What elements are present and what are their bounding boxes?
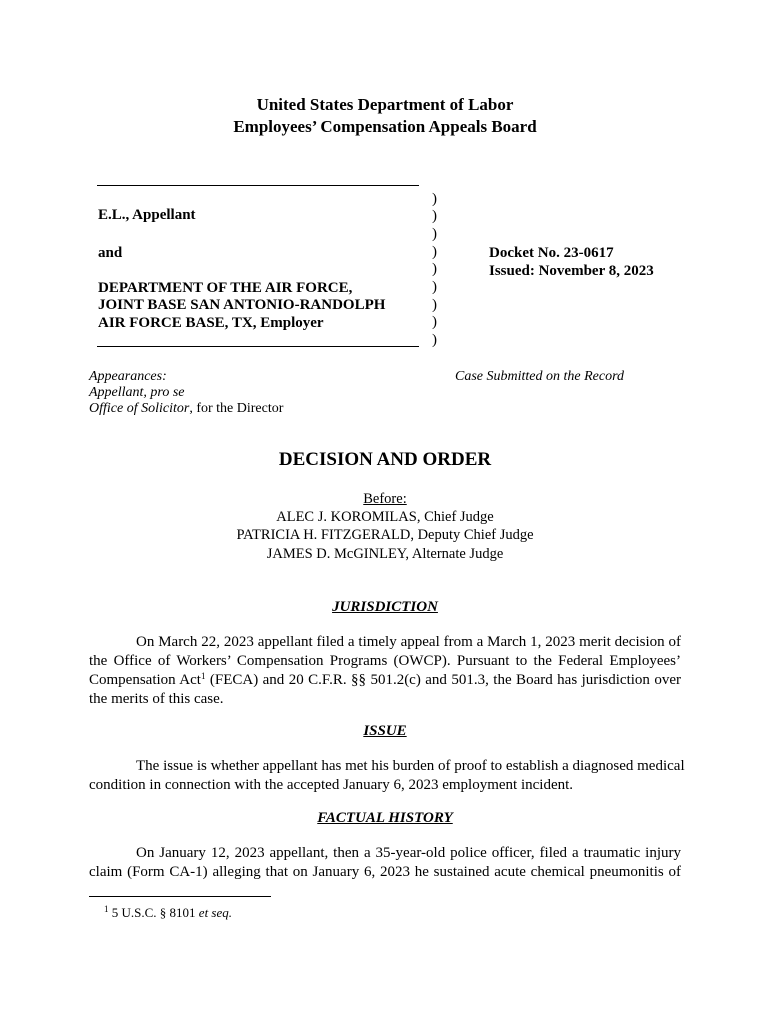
- before-text: Before:: [363, 491, 407, 507]
- paragraph-line: On March 22, 2023 appellant filed a timely appeal from a March 1, 2023 merit decision of: [136, 634, 681, 650]
- factual-history-heading: FACTUAL HISTORY: [317, 810, 453, 826]
- paragraph-line: The issue is whether appellant has met his burden of proof to establish a diagnosed medical: [136, 758, 685, 774]
- solicitor-role: , for the Director: [189, 401, 284, 416]
- caption-and: and: [98, 245, 123, 261]
- fec-act-text: Compensation Act: [89, 672, 201, 688]
- caption-bottom-rule: [97, 346, 419, 347]
- paragraph-line: the merits of this case.: [89, 691, 224, 707]
- caption-paren: ): [432, 279, 437, 295]
- footnote-1: [104, 905, 232, 921]
- issue-heading: ISSUE: [363, 723, 407, 739]
- fec-act-rest: (FECA) and 20 C.F.R. §§ 501.2(c) and 501.3, the Board has jurisdiction over: [205, 672, 682, 688]
- solicitor-office: Office of Solicitor: [89, 401, 190, 416]
- paragraph-line: On January 12, 2023 appellant, then a 35-year-old police officer, filed a traumatic injury: [136, 845, 681, 861]
- caption-paren: ): [432, 261, 437, 277]
- caption-paren: ): [432, 226, 437, 242]
- before-label: [0, 490, 770, 509]
- paragraph-line: claim (Form CA-1) alleging that on January 6, 2023 he sustained acute chemical pneumonitis of: [89, 864, 681, 880]
- footnote-marker: 1: [104, 904, 109, 914]
- jurisdiction-paragraph: [89, 633, 681, 709]
- employer-line-1: DEPARTMENT OF THE AIR FORCE,: [98, 280, 353, 296]
- agency-title: United States Department of Labor: [256, 95, 514, 114]
- employer-line-2: JOINT BASE SAN ANTONIO-RANDOLPH: [98, 297, 386, 313]
- issue-paragraph: [89, 757, 685, 795]
- jurisdiction-heading: JURISDICTION: [332, 599, 438, 615]
- caption-top-rule: [97, 185, 419, 186]
- judge-chief: ALEC J. KOROMILAS, Chief Judge: [276, 509, 494, 525]
- caption-paren: ): [432, 208, 437, 224]
- caption-paren: ): [432, 297, 437, 313]
- paragraph-line: [89, 671, 681, 690]
- caption-paren: ): [432, 332, 437, 348]
- decision-title: DECISION AND ORDER: [278, 449, 492, 470]
- footnote-ref[interactable]: 1: [200, 671, 206, 681]
- caption-paren: ): [432, 314, 437, 330]
- appellant-appearance: Appellant, pro se: [89, 385, 185, 400]
- employer-line-3: AIR FORCE BASE, TX, Employer: [98, 315, 324, 331]
- caption-paren: ): [432, 191, 437, 207]
- caption-paren: ): [432, 244, 437, 260]
- footnote-text: 5 U.S.C. § 8101: [108, 905, 199, 920]
- solicitor-appearance: [89, 400, 283, 417]
- paragraph-line: condition in connection with the accepted January 6, 2023 employment incident.: [89, 777, 574, 793]
- footnote-rule: [89, 896, 271, 897]
- footnote-italic: et seq.: [198, 905, 233, 920]
- factual-history-paragraph: [89, 844, 681, 882]
- board-title: Employees’ Compensation Appeals Board: [233, 117, 537, 136]
- case-submitted: Case Submitted on the Record: [455, 369, 625, 384]
- judge-deputy-chief: PATRICIA H. FITZGERALD, Deputy Chief Judge: [236, 527, 534, 543]
- paragraph-line: the Office of Workers’ Compensation Programs (OWCP). Pursuant to the Federal Employees’: [89, 653, 681, 669]
- docket-number: Docket No. 23-0617: [489, 245, 614, 261]
- issued-date: Issued: November 8, 2023: [489, 263, 654, 279]
- appearances-label: Appearances:: [89, 369, 167, 384]
- appellant-name: E.L., Appellant: [98, 207, 196, 223]
- judge-alternate: JAMES D. McGINLEY, Alternate Judge: [266, 546, 504, 562]
